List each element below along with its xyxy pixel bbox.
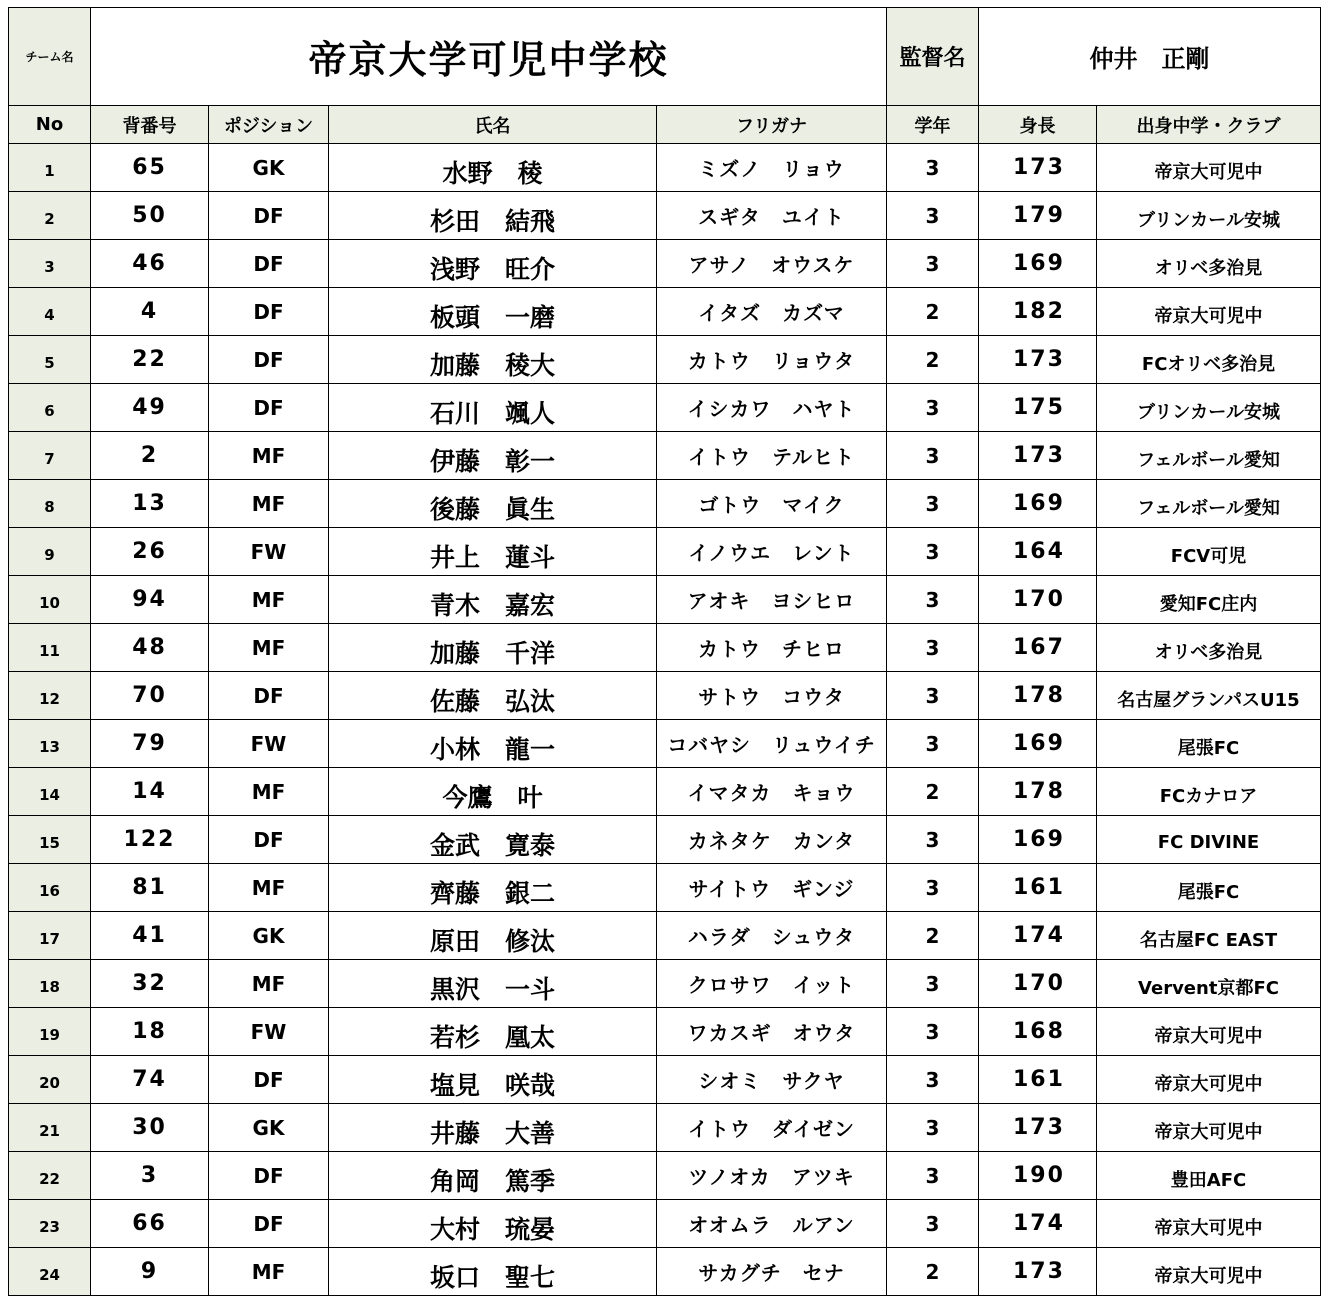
player-number: 49 (91, 384, 209, 432)
player-no: 5 (9, 336, 91, 384)
table-row (9, 240, 1321, 288)
player-kana: スギタ ユイト (657, 192, 887, 240)
player-kana: ゴトウ マイク (657, 480, 887, 528)
player-name: 井上 蓮斗 (329, 528, 657, 576)
player-grade: 3 (887, 864, 979, 912)
player-position: DF (209, 816, 329, 864)
player-name: 若杉 凰太 (329, 1008, 657, 1056)
player-club: FCオリベ多治見 (1097, 336, 1321, 384)
player-club: 帝京大可児中 (1097, 1200, 1321, 1248)
player-grade: 3 (887, 720, 979, 768)
player-height: 167 (979, 624, 1097, 672)
player-kana: シオミ サクヤ (657, 1056, 887, 1104)
player-grade: 3 (887, 192, 979, 240)
player-height: 173 (979, 144, 1097, 192)
table-row (9, 768, 1321, 816)
player-name: 黒沢 一斗 (329, 960, 657, 1008)
player-number: 13 (91, 480, 209, 528)
player-club: 帝京大可児中 (1097, 1104, 1321, 1152)
player-no: 4 (9, 288, 91, 336)
player-no: 23 (9, 1200, 91, 1248)
player-grade: 3 (887, 1152, 979, 1200)
player-height: 161 (979, 864, 1097, 912)
player-height: 174 (979, 912, 1097, 960)
player-no: 19 (9, 1008, 91, 1056)
player-number: 18 (91, 1008, 209, 1056)
player-kana: アサノ オウスケ (657, 240, 887, 288)
player-club: オリベ多治見 (1097, 624, 1321, 672)
table-row (9, 816, 1321, 864)
player-kana: サイトウ ギンジ (657, 864, 887, 912)
col-header-grade: 学年 (887, 106, 979, 144)
table-row (9, 480, 1321, 528)
player-grade: 3 (887, 624, 979, 672)
player-no: 10 (9, 576, 91, 624)
player-grade: 3 (887, 240, 979, 288)
player-number: 30 (91, 1104, 209, 1152)
player-position: FW (209, 720, 329, 768)
col-header-number: 背番号 (91, 106, 209, 144)
player-height: 169 (979, 480, 1097, 528)
player-height: 182 (979, 288, 1097, 336)
table-row (9, 672, 1321, 720)
player-name: 塩見 咲哉 (329, 1056, 657, 1104)
player-kana: ハラダ シュウタ (657, 912, 887, 960)
player-grade: 2 (887, 768, 979, 816)
col-header-name: 氏名 (329, 106, 657, 144)
player-club: FCV可児 (1097, 528, 1321, 576)
player-position: MF (209, 864, 329, 912)
player-grade: 3 (887, 816, 979, 864)
player-height: 164 (979, 528, 1097, 576)
player-club: FCカナロア (1097, 768, 1321, 816)
player-position: MF (209, 960, 329, 1008)
player-height: 190 (979, 1152, 1097, 1200)
table-row (9, 1104, 1321, 1152)
player-position: MF (209, 768, 329, 816)
player-kana: カトウ チヒロ (657, 624, 887, 672)
player-no: 9 (9, 528, 91, 576)
player-kana: イマタカ キョウ (657, 768, 887, 816)
player-name: 佐藤 弘汰 (329, 672, 657, 720)
player-no: 3 (9, 240, 91, 288)
player-height: 170 (979, 960, 1097, 1008)
player-kana: コバヤシ リュウイチ (657, 720, 887, 768)
player-number: 41 (91, 912, 209, 960)
player-grade: 2 (887, 1248, 979, 1296)
table-row (9, 960, 1321, 1008)
team-header-row (9, 8, 1321, 106)
column-header-row (9, 106, 1321, 144)
player-grade: 3 (887, 144, 979, 192)
player-grade: 3 (887, 480, 979, 528)
player-grade: 3 (887, 528, 979, 576)
player-name: 齊藤 銀二 (329, 864, 657, 912)
player-kana: イシカワ ハヤト (657, 384, 887, 432)
player-position: FW (209, 528, 329, 576)
player-no: 16 (9, 864, 91, 912)
player-grade: 3 (887, 384, 979, 432)
table-row (9, 1200, 1321, 1248)
player-club: 帝京大可児中 (1097, 1008, 1321, 1056)
player-no: 14 (9, 768, 91, 816)
player-position: GK (209, 1104, 329, 1152)
player-position: DF (209, 336, 329, 384)
player-grade: 3 (887, 960, 979, 1008)
player-height: 168 (979, 1008, 1097, 1056)
player-grade: 3 (887, 1104, 979, 1152)
player-position: FW (209, 1008, 329, 1056)
table-row (9, 528, 1321, 576)
player-no: 8 (9, 480, 91, 528)
player-position: MF (209, 624, 329, 672)
team-label: チーム名 (9, 8, 91, 106)
player-number: 4 (91, 288, 209, 336)
player-club: 帝京大可児中 (1097, 1248, 1321, 1296)
player-number: 14 (91, 768, 209, 816)
player-no: 12 (9, 672, 91, 720)
player-club: フェルボール愛知 (1097, 432, 1321, 480)
player-number: 79 (91, 720, 209, 768)
player-club: 帝京大可児中 (1097, 1056, 1321, 1104)
player-height: 173 (979, 1248, 1097, 1296)
table-row (9, 1152, 1321, 1200)
table-row (9, 192, 1321, 240)
player-kana: ワカスギ オウタ (657, 1008, 887, 1056)
player-number: 74 (91, 1056, 209, 1104)
player-number: 81 (91, 864, 209, 912)
player-grade: 2 (887, 288, 979, 336)
player-height: 173 (979, 1104, 1097, 1152)
player-position: DF (209, 672, 329, 720)
player-name: 金武 寛泰 (329, 816, 657, 864)
table-row (9, 1056, 1321, 1104)
player-name: 青木 嘉宏 (329, 576, 657, 624)
player-position: DF (209, 240, 329, 288)
team-name: 帝京大学可児中学校 (91, 8, 887, 106)
player-height: 169 (979, 240, 1097, 288)
player-name: 後藤 眞生 (329, 480, 657, 528)
col-header-no: No (9, 106, 91, 144)
player-grade: 2 (887, 912, 979, 960)
player-position: DF (209, 192, 329, 240)
player-height: 173 (979, 336, 1097, 384)
player-club: ブリンカール安城 (1097, 384, 1321, 432)
player-position: DF (209, 1056, 329, 1104)
player-no: 13 (9, 720, 91, 768)
table-row (9, 144, 1321, 192)
table-row (9, 1248, 1321, 1296)
table-row (9, 864, 1321, 912)
player-name: 石川 颯人 (329, 384, 657, 432)
player-height: 178 (979, 672, 1097, 720)
player-no: 11 (9, 624, 91, 672)
player-no: 22 (9, 1152, 91, 1200)
player-club: フェルボール愛知 (1097, 480, 1321, 528)
player-club: 帝京大可児中 (1097, 288, 1321, 336)
player-number: 32 (91, 960, 209, 1008)
table-row (9, 384, 1321, 432)
player-kana: カネタケ カンタ (657, 816, 887, 864)
player-name: 板頭 一磨 (329, 288, 657, 336)
player-name: 大村 琉晏 (329, 1200, 657, 1248)
roster-sheet (8, 7, 1321, 1296)
player-grade: 2 (887, 336, 979, 384)
player-name: 浅野 旺介 (329, 240, 657, 288)
col-header-height: 身長 (979, 106, 1097, 144)
player-number: 48 (91, 624, 209, 672)
player-position: MF (209, 480, 329, 528)
player-kana: カトウ リョウタ (657, 336, 887, 384)
player-grade: 3 (887, 1008, 979, 1056)
player-height: 169 (979, 720, 1097, 768)
player-height: 175 (979, 384, 1097, 432)
player-number: 3 (91, 1152, 209, 1200)
player-number: 9 (91, 1248, 209, 1296)
table-row (9, 912, 1321, 960)
player-kana: ツノオカ アツキ (657, 1152, 887, 1200)
player-club: ブリンカール安城 (1097, 192, 1321, 240)
coach-name: 仲井 正剛 (979, 8, 1321, 106)
player-position: DF (209, 1200, 329, 1248)
player-name: 水野 稜 (329, 144, 657, 192)
player-height: 179 (979, 192, 1097, 240)
player-kana: イタズ カズマ (657, 288, 887, 336)
player-position: MF (209, 432, 329, 480)
player-position: DF (209, 1152, 329, 1200)
player-club: 豊田AFC (1097, 1152, 1321, 1200)
player-name: 井藤 大善 (329, 1104, 657, 1152)
player-position: MF (209, 1248, 329, 1296)
player-club: FC DIVINE (1097, 816, 1321, 864)
player-no: 6 (9, 384, 91, 432)
player-no: 21 (9, 1104, 91, 1152)
player-number: 46 (91, 240, 209, 288)
player-name: 小林 龍一 (329, 720, 657, 768)
player-height: 174 (979, 1200, 1097, 1248)
player-club: オリベ多治見 (1097, 240, 1321, 288)
player-number: 2 (91, 432, 209, 480)
col-header-kana: フリガナ (657, 106, 887, 144)
player-club: 愛知FC庄内 (1097, 576, 1321, 624)
player-no: 20 (9, 1056, 91, 1104)
player-grade: 3 (887, 432, 979, 480)
player-kana: サトウ コウタ (657, 672, 887, 720)
player-name: 伊藤 彰一 (329, 432, 657, 480)
player-name: 加藤 千洋 (329, 624, 657, 672)
player-height: 173 (979, 432, 1097, 480)
player-number: 70 (91, 672, 209, 720)
player-position: MF (209, 576, 329, 624)
table-row (9, 624, 1321, 672)
col-header-position: ポジション (209, 106, 329, 144)
player-kana: イノウエ レント (657, 528, 887, 576)
player-number: 94 (91, 576, 209, 624)
col-header-club: 出身中学・クラブ (1097, 106, 1321, 144)
player-grade: 3 (887, 672, 979, 720)
player-club: Vervent京都FC (1097, 960, 1321, 1008)
player-club: 名古屋グランパスU15 (1097, 672, 1321, 720)
table-row (9, 720, 1321, 768)
player-rows (9, 144, 1321, 1296)
player-number: 66 (91, 1200, 209, 1248)
player-kana: イトウ テルヒト (657, 432, 887, 480)
player-kana: クロサワ イット (657, 960, 887, 1008)
player-position: GK (209, 144, 329, 192)
player-club: 帝京大可児中 (1097, 144, 1321, 192)
table-row (9, 336, 1321, 384)
coach-label: 監督名 (887, 8, 979, 106)
player-height: 161 (979, 1056, 1097, 1104)
player-club: 尾張FC (1097, 864, 1321, 912)
player-height: 170 (979, 576, 1097, 624)
player-no: 15 (9, 816, 91, 864)
player-kana: イトウ ダイゼン (657, 1104, 887, 1152)
table-row (9, 288, 1321, 336)
table-row (9, 576, 1321, 624)
player-grade: 3 (887, 1200, 979, 1248)
player-no: 7 (9, 432, 91, 480)
player-number: 122 (91, 816, 209, 864)
player-club: 名古屋FC EAST (1097, 912, 1321, 960)
player-kana: サカグチ セナ (657, 1248, 887, 1296)
player-name: 坂口 聖七 (329, 1248, 657, 1296)
player-no: 18 (9, 960, 91, 1008)
player-number: 22 (91, 336, 209, 384)
player-kana: ミズノ リョウ (657, 144, 887, 192)
player-position: DF (209, 384, 329, 432)
player-name: 杉田 結飛 (329, 192, 657, 240)
player-height: 178 (979, 768, 1097, 816)
player-name: 原田 修汰 (329, 912, 657, 960)
player-no: 24 (9, 1248, 91, 1296)
player-no: 2 (9, 192, 91, 240)
player-number: 65 (91, 144, 209, 192)
player-club: 尾張FC (1097, 720, 1321, 768)
player-kana: オオムラ ルアン (657, 1200, 887, 1248)
player-name: 今鷹 叶 (329, 768, 657, 816)
player-height: 169 (979, 816, 1097, 864)
player-grade: 3 (887, 576, 979, 624)
player-number: 26 (91, 528, 209, 576)
player-name: 角岡 篤季 (329, 1152, 657, 1200)
player-name: 加藤 稜大 (329, 336, 657, 384)
player-kana: アオキ ヨシヒロ (657, 576, 887, 624)
player-grade: 3 (887, 1056, 979, 1104)
player-no: 17 (9, 912, 91, 960)
player-position: DF (209, 288, 329, 336)
table-row (9, 1008, 1321, 1056)
table-row (9, 432, 1321, 480)
player-number: 50 (91, 192, 209, 240)
player-position: GK (209, 912, 329, 960)
player-no: 1 (9, 144, 91, 192)
